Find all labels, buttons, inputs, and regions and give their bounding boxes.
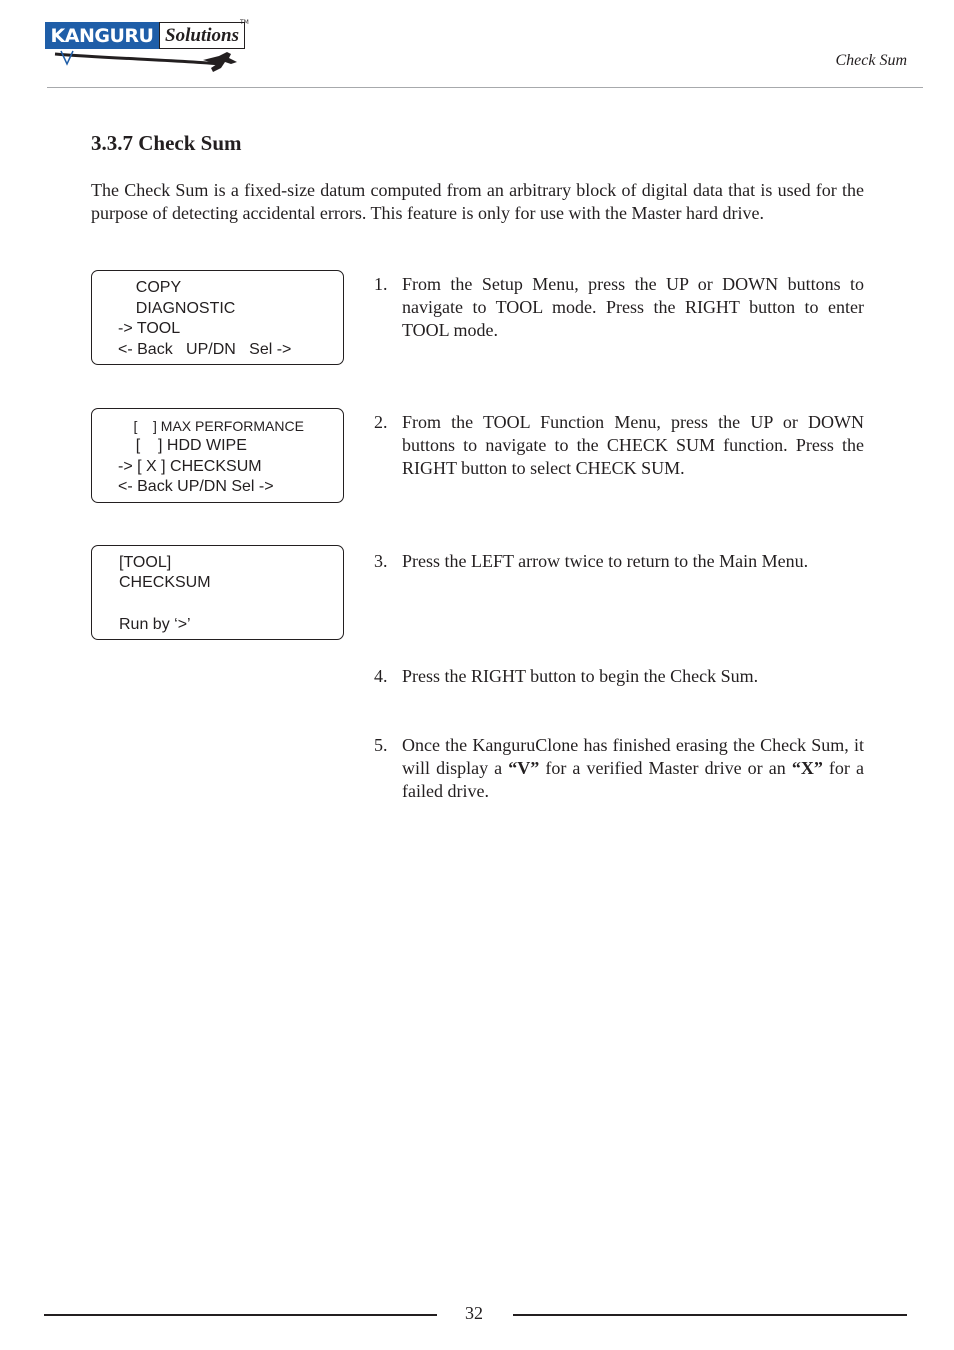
footer-divider-right	[513, 1314, 907, 1316]
step-number: 2.	[374, 412, 388, 432]
step-number: 5.	[374, 735, 388, 755]
lcd-line: [TOOL]	[119, 554, 172, 571]
lcd-screen-tool-menu	[91, 408, 344, 503]
lcd-line: [ ] MAX PERFORMANCE	[118, 418, 304, 434]
step-item	[374, 734, 864, 803]
step-text-part: for a failed drive.	[402, 758, 864, 801]
lcd-screen-main-menu	[91, 270, 344, 365]
intro-paragraph: The Check Sum is a fixed-size datum computed from an arbitrary block of digital data that is used for the purpose of detecting accidental errors. This feature is only for use with the Master hard drive.	[91, 180, 864, 223]
step-text	[402, 734, 864, 803]
running-header-title: Check Sum	[835, 52, 907, 69]
lcd-line: DIAGNOSTIC	[118, 300, 236, 317]
lcd-line: CHECKSUM	[119, 574, 211, 591]
kangaroo-swoosh-icon	[53, 48, 243, 76]
lcd-line: [ ] HDD WIPE	[118, 437, 247, 454]
logo-trademark: TM	[240, 19, 249, 26]
step-item	[374, 550, 864, 573]
step-text: From the TOOL Function Menu, press the UP or DOWN buttons to navigate to the CHECK SUM function. Press the RIGHT button to select CHECK SUM.	[402, 412, 864, 478]
step-text: Press the RIGHT button to begin the Check Sum.	[402, 666, 759, 686]
step-text: Press the LEFT arrow twice to return to the Main Menu.	[402, 551, 809, 571]
step-number: 4.	[374, 666, 388, 686]
lcd-line: Run by ‘>’	[119, 616, 191, 633]
step-text: From the Setup Menu, press the UP or DOWN buttons to navigate to TOOL mode. Press the RIGHT button to enter TOOL mode.	[402, 274, 864, 340]
lcd-line: COPY	[118, 279, 182, 296]
verified-symbol: “V”	[508, 758, 540, 778]
failed-symbol: “X”	[791, 758, 823, 778]
page-number: 32	[465, 1303, 483, 1323]
lcd-line: -> TOOL	[118, 320, 181, 337]
step-text-part: Once the KanguruClone has finished erasing the Check Sum, it will display a	[402, 735, 864, 778]
step-number: 3.	[374, 551, 388, 571]
section-title: 3.3.7 Check Sum	[91, 131, 242, 155]
header-divider	[47, 87, 923, 88]
kanguru-logo	[45, 19, 249, 78]
step-text-part: for a verified Master drive or an	[539, 758, 792, 778]
logo-product-text: Solutions	[159, 22, 245, 49]
logo-brand-text: KANGURU	[45, 22, 159, 49]
step-item	[374, 411, 864, 480]
lcd-line: <- Back UP/DN Sel ->	[118, 341, 292, 358]
step-number: 1.	[374, 274, 388, 294]
step-item	[374, 273, 864, 342]
lcd-line: <- Back UP/DN Sel ->	[118, 478, 274, 495]
step-item	[374, 665, 864, 688]
lcd-line: -> [ X ] CHECKSUM	[118, 458, 262, 475]
lcd-screen-checksum	[91, 545, 344, 640]
footer-divider-left	[44, 1314, 437, 1316]
